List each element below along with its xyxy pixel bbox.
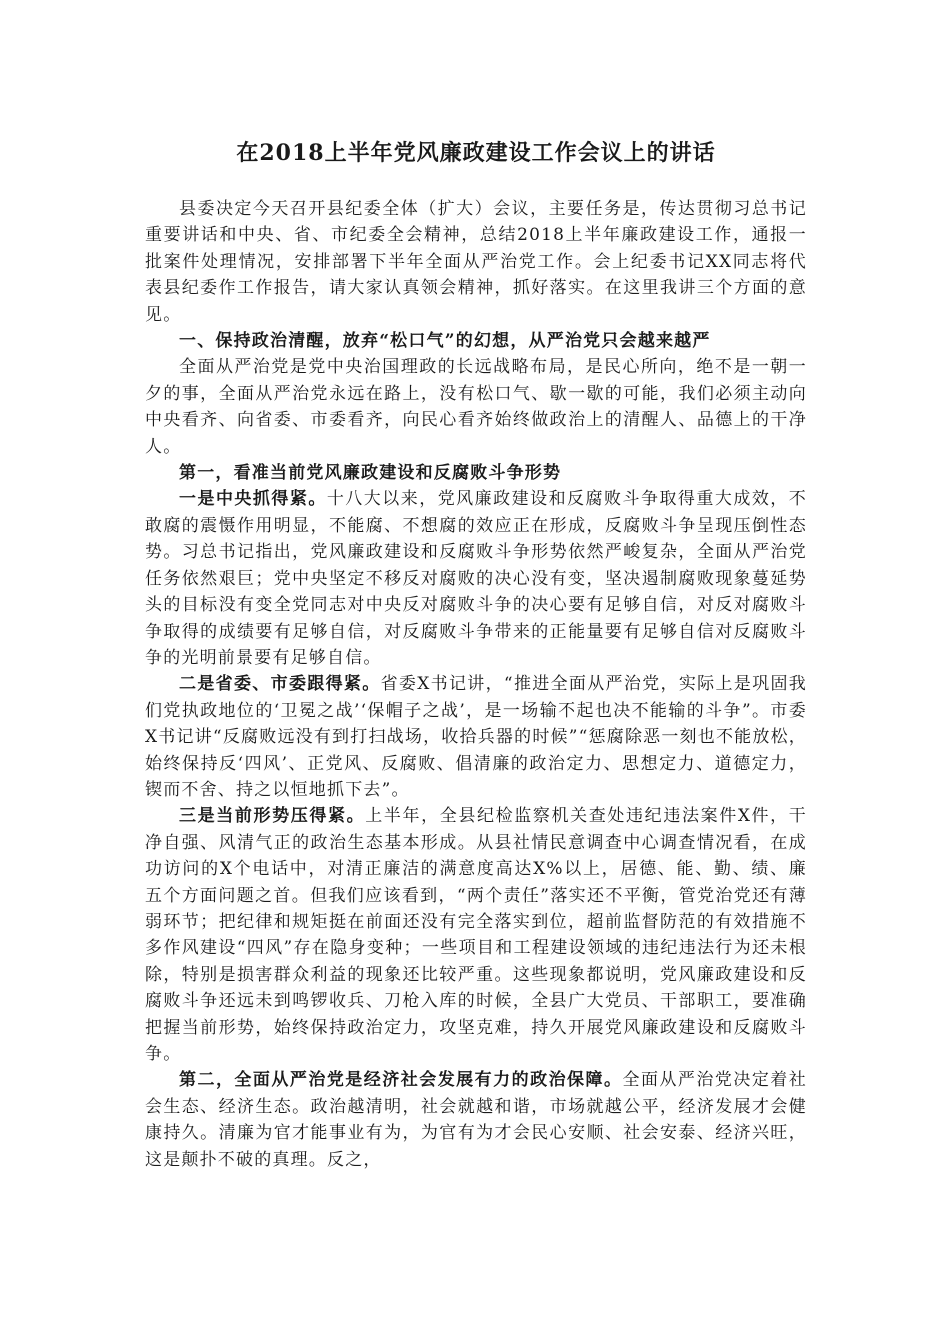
- point-2-lead: 二是省委、市委跟得紧。: [179, 674, 381, 695]
- subsection-heading-1: 第一，看准当前党风廉政建设和反腐败斗争形势: [179, 463, 562, 484]
- point-3-lead: 三是当前形势压得紧。: [179, 806, 366, 827]
- point-1-paragraph: [145, 486, 807, 671]
- point-2-text: 省委X书记讲，“推进全面从严治党，实际上是巩固我们党执政地位的‘卫冕之战’‘保帽子之战’，是一场输不起也决不能输的斗争”。市委X书记讲“反腐败远没有到打扫战场，收拾兵器的时候”“惩腐除恶一刻也不能放松，始终保持反‘四风’、正党风、反腐败、倡清廉的政治定力、思想定力、道德定力，锲而不舍、持之以恒地抓下去”。: [145, 674, 807, 800]
- section-heading-1: 一、保持政治清醒，放弃“松口气”的幻想，从严治党只会越来越严: [179, 331, 711, 352]
- point-3-paragraph: [145, 803, 807, 1067]
- intro-paragraph: 县委决定今天召开县纪委全体（扩大）会议，主要任务是，传达贯彻习总书记重要讲话和中央、省、市纪委全会精神，总结2018上半年廉政建设工作，通报一批案件处理情况，安排部署下半年全面从严治党工作。会上纪委书记XX同志将代表县纪委作工作报告，请大家认真领会精神，抓好落实。在这里我讲三个方面的意见。: [145, 199, 807, 325]
- subsection-2-text: 全面从严治党决定着社会生态、经济生态。政治越清明，社会就越和谐，市场就越公平，经济发展才会健康持久。清廉为官才能事业有为，为官有为才会民心安顺、社会安泰、经济兴旺，这是颠扑不破的真理。反之，: [145, 1070, 807, 1170]
- document-body: [145, 196, 807, 1173]
- subsection-2-lead: 第二，全面从严治党是经济社会发展有力的政治保障。: [179, 1070, 623, 1091]
- document-title: 在2018上半年党风廉政建设工作会议上的讲话: [236, 140, 716, 166]
- point-1-lead: 一是中央抓得紧。: [179, 489, 327, 510]
- point-3-text: 上半年，全县纪检监察机关查处违纪违法案件X件，干净自强、风清气正的政治生态基本形成。从县社情民意调查中心调查情况看，在成功访问的X个电话中，对清正廉洁的满意度高达X%以上，居德、能、勤、绩、廉五个方面问题之首。但我们应该看到，“两个责任”落实还不平衡，管党治党还有薄弱环节；把纪律和规矩挺在前面还没有完全落实到位，超前监督防范的有效措施不多作风建设“四风”存在隐身变种；一些项目和工程建设领域的违纪违法行为还未根除，特别是损害群众利益的现象还比较严重。这些现象都说明，党风廉政建设和反腐败斗争还远未到鸣锣收兵、刀枪入库的时候，全县广大党员、干部职工，要准确把握当前形势，始终保持政治定力，攻坚克难，持久开展党风廉政建设和反腐败斗争。: [145, 806, 808, 1064]
- section-1-paragraph: 全面从严治党是党中央治国理政的长远战略布局，是民心所向，绝不是一朝一夕的事，全面从严治党永远在路上，没有松口气、歇一歇的可能，我们必须主动向中央看齐、向省委、市委看齐，向民心看齐始终做政治上的清醒人、品德上的干净人。: [145, 357, 807, 457]
- point-1-text: 十八大以来，党风廉政建设和反腐败斗争取得重大成效，不敢腐的震慑作用明显，不能腐、不想腐的效应正在形成，反腐败斗争呈现压倒性态势。习总书记指出，党风廉政建设和反腐败斗争形势依然严峻复杂，全面从严治党任务依然艰巨；党中央坚定不移反对腐败的决心没有变，坚决遏制腐败现象蔓延势头的目标没有变全党同志对中央反对腐败斗争的决心要有足够自信，对反对腐败斗争取得的成绩要有足够自信，对反腐败斗争带来的正能量要有足够自信对反腐败斗争的光明前景要有足够自信。: [145, 489, 807, 668]
- point-2-paragraph: [145, 671, 807, 803]
- subsection-2-paragraph: [145, 1067, 807, 1173]
